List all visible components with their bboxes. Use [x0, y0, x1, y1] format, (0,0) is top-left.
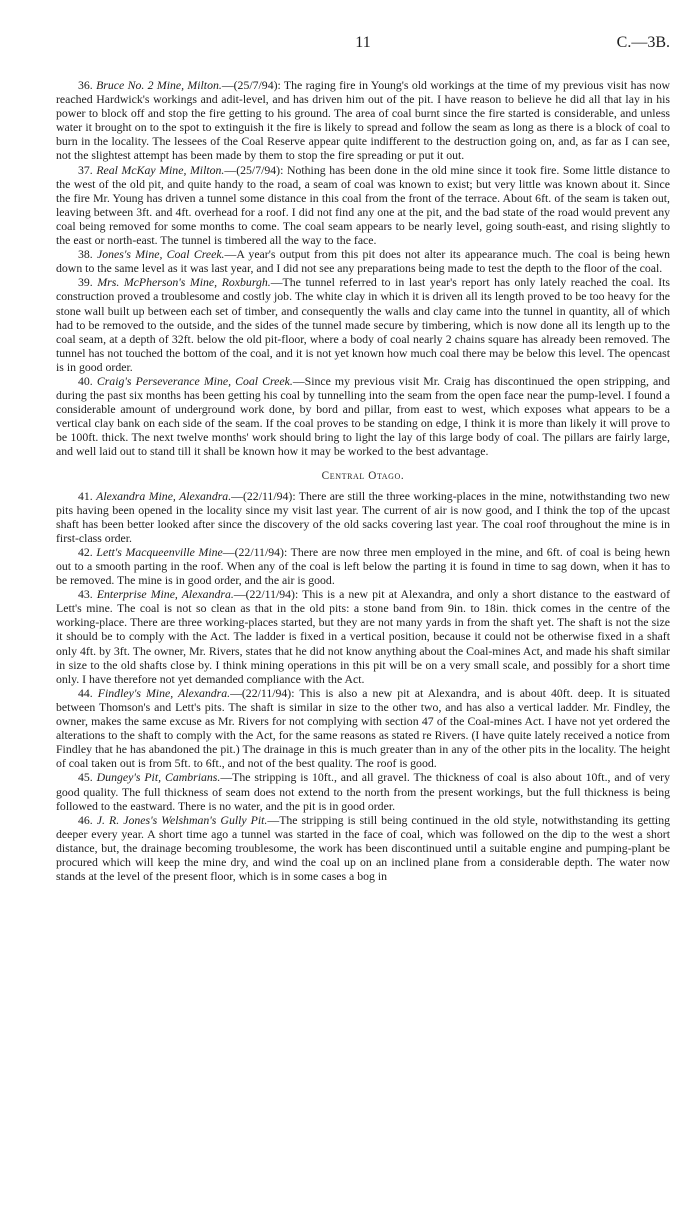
mine-paragraph: [56, 78, 670, 163]
mine-paragraph: [56, 374, 670, 459]
paragraph-text: —Since my previous visit Mr. Craig has discontinued the open stripping, and during the past six months has been getting his coal by tunnelling into the seam from the open face near the pump-level. I found a considerable amount of underground work done, by bord and pillar, from east to west, which exposes what appears to be a vertical clay bank on each side of the seam. If the coal proves to be standing on edge, I think it is more than likely it will prove to be 100ft. thick. The next twelve months' work should bring to light the lay of this large body of coal. The pillars are fairly large, and well laid out to stand till it shall be known how it may be worked to the best advantage.: [56, 373, 671, 459]
mine-title: Enterprise Mine, Alexandra.: [96, 587, 234, 602]
page-header: [56, 34, 670, 58]
paragraph-text: —The stripping is still being continued in the old style, notwithstanding its getting deeper every year. A short time ago a tunnel was started in the face of coal, which was followed on the dip to the west a short distance, but, the drainage becoming troublesome, the work has been discontinued until a suitable engine and pumping-plant be procured which will keep the mine dry, and wind the coal up on an inclined plane from a considerable depth. The water now stands at the level of the present floor, which is in some cases a bog in: [56, 812, 671, 884]
mine-title: Jones's Mine, Coal Creek.: [97, 247, 225, 262]
mine-title: Findley's Mine, Alexandra.: [97, 685, 231, 700]
paragraph-number: 44.: [78, 685, 93, 700]
paragraph-number: 41.: [78, 488, 93, 503]
paragraph-number: 45.: [78, 770, 93, 785]
paragraph-number: 38.: [78, 247, 93, 262]
mine-title: Real McKay Mine, Milton.: [96, 162, 225, 177]
mine-title: Lett's Macqueenville Mine: [96, 544, 223, 559]
document-reference: C.—3B.: [616, 34, 670, 51]
paragraph-text: —The tunnel referred to in last year's report has only lately reached the coal. Its construction proved a troublesome and costly job. The white clay in which it is driven all its length proved to be too heavy for the stone wall built up between each set of timber, and consequently the walls and clay came into the tunnel in quantity, all of which had to be removed to the outside, and the sides of the tunnel made secure by timbering, which is now done all its length up to the coal seam, at a depth of 32ft. below the old pit-floor, where a body of coal nearly 2 chains square has already been removed. The tunnel has not touched the bottom of the coal, and it is not yet known how much coal there may be below this level. The opencast is in good order.: [56, 275, 670, 374]
mine-paragraph: [56, 275, 670, 374]
mine-paragraph: [56, 770, 670, 812]
report-body-otago: [56, 78, 670, 459]
mine-paragraph: [56, 587, 670, 686]
mine-title: Craig's Perseverance Mine, Coal Creek.: [96, 373, 293, 388]
paragraph-number: 40.: [78, 373, 93, 388]
paragraph-number: 39.: [78, 275, 93, 290]
mine-paragraph: [56, 545, 670, 587]
paragraph-text: —(25/7/94): The raging fire in Young's old workings at the time of my previous visit has now reached Hardwick's workings and adit-level, and has driven him out of the pit. I have reason to believe he did all that lay in his power to block off and stop the fire getting to his ground. The area of coal burnt since the fire started is considerable, and unless water it brought on to the spot to extinguish it the fire is likely to spread and follow the seam as long as there is a block of coal to burn in the locality. The lessees of the Coal Reserve appear quite indifferent to the destruction going on, and, as far as I can see, not the slightest attempt has been made by them to stop the fire spreading or put it out.: [56, 78, 670, 163]
mine-paragraph: [56, 489, 670, 545]
mine-title: Alexandra Mine, Alexandra.: [96, 488, 232, 503]
paragraph-text: —(25/7/94): Nothing has been done in the old mine since it took fire. Some little distance to the west of the old pit, and quite handy to the road, a seam of coal was known to exist; but very little was known about it. Since the fire Mr. Young has driven a tunnel some distance in this coal from the front of the terrace. About 6ft. of the seam is taken out, leaving between 3ft. and 4ft. overhead for a roof. I did not find any one at the pit, and the bad state of the road would prevent any coal being removed for some months to come. The coal seam appears to be nearly level, going south-east, and rising slightly to the east or north-east. The tunnel is timbered all the way to the face.: [56, 162, 670, 248]
document-page: [56, 0, 670, 883]
paragraph-text: —The stripping is 10ft., and all gravel. The thickness of coal is also about 10ft., and of very good quality. The full thickness of seam does not extend to the north from the present workings, but the full thickness is being followed to the eastward. There is no water, and the pit is in good order.: [56, 770, 670, 813]
mine-title: J. R. Jones's Welshman's Gully Pit.: [96, 812, 268, 827]
paragraph-text: —(22/11/94): There are now three men employed in the mine, and 6ft. of coal is being hewn out to a smooth parting in the roof. When any of the coal is left below the parting it is found in time to sag down, when it has to be removed. The mine is in good order, and the air is good.: [56, 544, 671, 588]
mine-paragraph: [56, 163, 670, 248]
paragraph-text: —A year's output from this pit does not alter its appearance much. The coal is being hewn down to the same level as it was last year, and I did not see any preparations being made to test the depth to the floor of the coal.: [56, 247, 671, 276]
paragraph-number: 46.: [78, 812, 93, 827]
paragraph-number: 37.: [78, 162, 93, 177]
mine-title: Mrs. McPherson's Mine, Roxburgh.: [97, 275, 271, 290]
mine-paragraph: [56, 813, 670, 883]
paragraph-text: —(22/11/94): There are still the three working-places in the mine, notwithstanding two new pits having been opened in the locality since my visit last year. The current of air is now good, and I think the top of the upcast shaft has been better looked after since the discovery of the old sacks covering last year. The coal roof throughout the mine is in first-class order.: [56, 488, 671, 545]
paragraph-text: —(22/11/94): This is a new pit at Alexandra, and only a short distance to the eastward of Lett's mine. The coal is not so clean as that in the old pits: a stone band from 9in. to 18in. thick comes in the centre of the working-place. There are three working-places started, but they are not many yards in from the shaft yet. The shaft is not the size it should be to comply with the Act. The ladder is fixed in a vertical position, because it could not be otherwise fixed in a shaft only 4ft. by 3ft. The owner, Mr. Rivers, states that he did not know anything about the Coal-mines Act, and made his shaft similar in size to the old shafts close by. I think mining operations in this pit will be on a very small scale, and possibly for a short time only. I have therefore not yet demanded compliance with the Act.: [56, 587, 671, 686]
report-body-central-otago: [56, 489, 670, 884]
section-heading: Central Otago.: [321, 469, 405, 482]
paragraph-text: —(22/11/94): This is also a new pit at Alexandra, and is about 40ft. deep. It is situated between Thomson's and Lett's pits. The shaft is similar in size to the other two, and has also a vertical ladder. Mr. Findley, the owner, makes the same excuse as Mr. Rivers for not complying with section 47 of the Coal-mines Act. I have not yet ordered the alterations to the shaft to comply with the Act, for the same reasons as stated re Rivers. (I have quite lately received a notice from Findley that he has abandoned the pit.) The drainage in this is much greater than in any of the other pits in the locality. The height of coal taken out is from 5ft. to 6ft., and not of the best quality. The roof is good.: [56, 685, 671, 771]
mine-paragraph: [56, 686, 670, 771]
mine-title: Dungey's Pit, Cambrians.: [96, 770, 221, 785]
paragraph-number: 36.: [78, 78, 93, 92]
page-number: 11: [355, 34, 371, 51]
mine-paragraph: [56, 247, 670, 275]
mine-title: Bruce No. 2 Mine, Milton.: [96, 78, 222, 92]
paragraph-number: 43.: [78, 587, 93, 602]
paragraph-number: 42.: [78, 544, 93, 559]
